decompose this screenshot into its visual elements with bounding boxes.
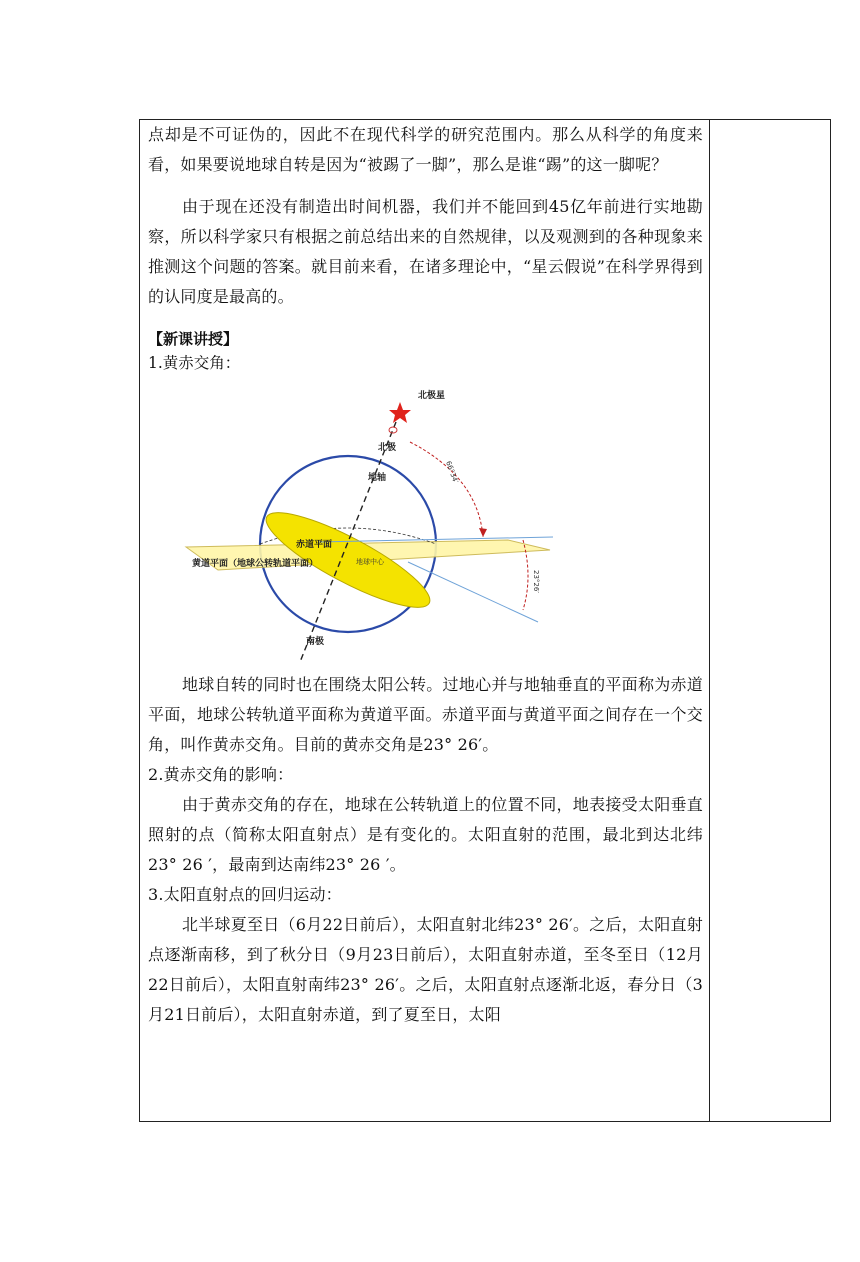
equator-extension-line [408, 562, 538, 622]
axis-label: 地轴 [368, 473, 387, 483]
paragraph-influence: 由于黄赤交角的存在，地球在公转轨道上的位置不同，地表接受太阳垂直照射的点（简称太阳直射点）是有变化的。太阳直射的范围，最北到达北纬23° 26 ′，最南到达南纬23° 26 ′。 [148, 795, 703, 874]
column-divider [709, 120, 710, 1121]
paragraph-motion: 北半球夏至日（6月22日前后），太阳直射北纬23° 26′。之后，太阳直射点逐渐南移，到了秋分日（9月23日前后），太阳直射赤道，至冬至日（12月22日前后），太阳直射南纬23° 26′。之后，太阳直射点逐渐北返，春分日（3月21日前后），太阳直射赤道，到了夏至日，太阳 [148, 915, 703, 1024]
heading-ecliptic-angle: 1.黄赤交角： [148, 354, 241, 372]
arrow-head-top [479, 528, 487, 537]
angle-arc-top [410, 442, 483, 537]
equator-plane-label: 赤道平面 [296, 540, 333, 550]
angle-top-label: 66°34′ [444, 459, 460, 485]
ecliptic-plane-label: 黄道平面（地球公转轨道平面） [192, 559, 319, 569]
paragraph-nebula: 由于现在还没有制造出时间机器，我们并不能回到45亿年前进行实地勘察，所以科学家只有根据之前总结出来的自然规律，以及观测到的各种现象来推测这个问题的答案。就目前来看，在诸多理论中，“星云假说”在科学界得到的认同度是最高的。 [148, 197, 703, 306]
angle-side-label: 23°26′ [532, 570, 540, 593]
lesson-table [139, 119, 831, 1122]
south-pole-label: 南极 [306, 637, 325, 647]
center-label: 地球中心 [356, 558, 384, 566]
ecliptic-diagram [148, 382, 703, 662]
axis-ring [389, 427, 397, 433]
paragraph-falsifiable: 点却是不可证伪的，因此不在现代科学的研究范围内。那么从科学的角度来看，如果要说地球自转是因为“被踢了一脚”，那么是谁“踢”的这一脚呢？ [148, 125, 703, 174]
heading-influence: 2.黄赤交角的影响： [148, 765, 294, 784]
ecliptic-diagram-svg [178, 382, 558, 662]
section-title: 【新课讲授】 [148, 330, 239, 348]
heading-motion: 3.太阳直射点的回归运动： [148, 885, 342, 904]
polaris-label: 北极星 [418, 391, 446, 401]
north-pole-label: 北极 [378, 443, 397, 453]
paragraph-ecliptic: 地球自转的同时也在围绕太阳公转。过地心并与地轴垂直的平面称为赤道平面，地球公转轨道平面称为黄道平面。赤道平面与黄道平面之间存在一个交角，叫作黄赤交角。目前的黄赤交角是23° 26′。 [148, 675, 703, 754]
polaris-star-icon [389, 402, 411, 423]
main-column [148, 120, 703, 1030]
